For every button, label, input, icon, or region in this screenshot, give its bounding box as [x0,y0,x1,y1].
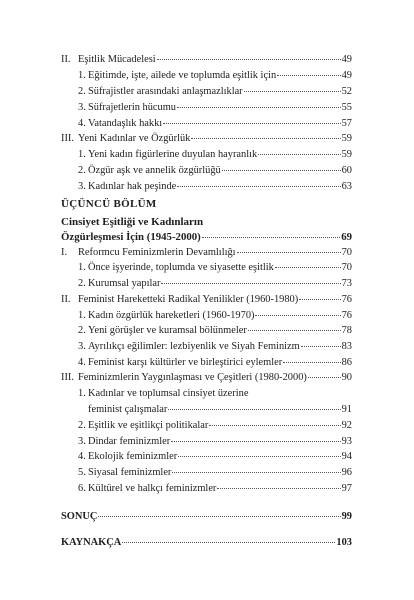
toc-number: II. [61,294,71,305]
toc-number: 1. [78,149,86,160]
toc-page-number: 69 [341,231,352,243]
dot-leader [98,516,340,517]
toc-title: Vatandaşlık hakkı [88,118,163,129]
toc-title: Kültürel ve halkçı feminizmler [88,483,217,494]
toc-page-number: 59 [341,133,352,144]
toc-page-number: 49 [341,54,352,65]
toc-entry [78,163,352,179]
toc-title: Yeni kadın figürlerine duyulan hayranlık [88,149,258,160]
toc-page-number: 83 [341,341,352,352]
toc-title: Dindar feminizmler [88,436,171,447]
dot-leader [122,542,335,543]
toc-title: Yeni görüşler ve kuramsal bölünmeler [88,325,247,336]
dot-leader [157,59,341,60]
toc-number: 4. [78,357,86,368]
toc-title: Eşitlik ve eşitlikçi politikalar [88,420,209,431]
toc-number: 6. [78,483,86,494]
toc-page-number: 70 [341,247,352,258]
dot-leader [255,315,340,316]
dot-leader [301,346,341,347]
toc-number: 2. [78,325,86,336]
toc-page-number: 52 [341,86,352,97]
toc-entry [78,100,352,116]
toc-entry [78,449,352,465]
toc-page-number: 55 [341,102,352,113]
toc-entry [78,179,352,195]
toc-entry [78,434,352,450]
toc-title: Reformcu Feminizmlerin Devamlılığı [78,247,236,258]
toc-number: 4. [78,451,86,462]
toc-page-number: 94 [341,451,352,462]
dot-leader [299,299,340,300]
dot-leader [275,267,341,268]
part-title: Cinsiyet Eşitliği ve Kadınların [61,216,204,228]
toc-number: 1. [78,262,86,273]
toc-number: 3. [78,341,86,352]
toc-entry [78,418,352,434]
toc-page-number: 93 [341,436,352,447]
toc-page-number: 76 [341,310,352,321]
dot-leader [163,123,340,124]
toc-title: Kadınlar ve toplumsal cinsiyet üzerine [88,388,249,399]
toc-number: 3. [78,436,86,447]
dot-leader [277,75,340,76]
toc-title: Eşitlik Mücadelesi [78,54,156,65]
dot-leader [217,488,340,489]
dot-leader [177,107,341,108]
toc-title: Eğitimde, işte, ailede ve toplumda eşitlik için [88,70,277,81]
toc-number: 1. [78,310,86,321]
part-title-entry [61,229,352,245]
toc-page-number: 63 [341,181,352,192]
dot-leader [161,283,340,284]
toc-entry [78,116,352,132]
toc-entry [78,68,352,84]
dot-leader [172,472,340,473]
toc-number: 2. [78,420,86,431]
toc-page-number: 99 [341,511,352,522]
toc-page-number: 49 [341,70,352,81]
dot-leader [171,441,340,442]
toc-title: Feminizmlerin Yaygınlaşması ve Çeşitleri (1980-2000) [78,372,307,383]
toc-page-number: 70 [341,262,352,273]
toc-entry [78,339,352,355]
toc-page-number: 92 [341,420,352,431]
toc-number: 5. [78,467,86,478]
toc-page-number: 59 [341,149,352,160]
toc-number: 3. [78,102,86,113]
toc-page-number: 96 [341,467,352,478]
dot-leader [222,170,341,171]
toc-entry [78,386,352,402]
toc-entry [61,52,352,68]
toc-entry [78,355,352,371]
toc-title: Süfrajistler arasındaki anlaşmazlıklar [88,86,243,97]
toc-page-number: 78 [341,325,352,336]
toc-title: Kadın özgürlük hareketleri (1960-1970) [88,310,255,321]
toc-number: I. [61,247,68,258]
dot-leader [244,91,341,92]
toc-entry [61,370,352,386]
dot-leader [258,154,340,155]
toc-title: Kurumsal yapılar [88,278,161,289]
toc-page-number: 103 [336,537,352,548]
toc-title: SONUÇ [61,511,98,522]
toc-title: Siyasal feminizmler [88,467,172,478]
dot-leader [168,409,340,410]
dot-leader [202,237,340,238]
toc-entry [78,147,352,163]
toc-number: III. [61,133,74,144]
toc-page-number: 60 [341,165,352,176]
toc-number: 1. [78,388,86,399]
toc-number: III. [61,372,74,383]
toc-entry [78,465,352,481]
toc-entry [78,276,352,292]
toc-page-number: 57 [341,118,352,129]
toc-page-number: 97 [341,483,352,494]
dot-leader [237,252,341,253]
toc-entry-continued [88,402,352,418]
toc-title: KAYNAKÇA [61,537,122,548]
toc-number: II. [61,54,71,65]
toc-page-number: 76 [341,294,352,305]
toc-title: Süfrajetlerin hücumu [88,102,177,113]
dot-leader [248,330,341,331]
toc-title: feminist çalışmalar [88,404,168,415]
dot-leader [191,138,340,139]
toc-page-number: 73 [341,278,352,289]
toc-number: 1. [78,70,86,81]
toc-entry [78,260,352,276]
toc-title: Ayrılıkçı eğilimler: lezbiyenlik ve Siyah Feminizm [88,341,300,352]
toc-number: 3. [78,181,86,192]
toc-title: Özgür aşk ve annelik özgürlüğü [88,165,221,176]
toc-title: Önce işyerinde, toplumda ve siyasette eşitlik [88,262,274,273]
toc-entry-conclusion [61,509,352,525]
toc-title: Feminist Hareketteki Radikal Yenilikler (1960-1980) [78,294,299,305]
toc-title: Kadınlar hak peşinde [88,181,177,192]
toc-title: Yeni Kadınlar ve Özgürlük [78,133,191,144]
dot-leader [178,456,340,457]
toc-entry [78,308,352,324]
part-heading: ÜÇÜNCÜ BÖLÜM [61,198,157,210]
toc-entry [61,292,352,308]
toc-entry [61,245,352,261]
toc-number: 4. [78,118,86,129]
toc-entry-bibliography [61,535,352,551]
dot-leader [177,186,340,187]
toc-number: 2. [78,165,86,176]
toc-title: Ekolojik feminizmler [88,451,178,462]
dot-leader [283,362,340,363]
toc-entry [61,131,352,147]
dot-leader [308,377,341,378]
part-title-line: Özgürleşmesi İçin (1945-2000) [61,231,201,243]
toc-entry [78,84,352,100]
toc-page-number: 86 [341,357,352,368]
toc-page-number: 91 [341,404,352,415]
toc-entry [78,323,352,339]
toc-title: Feminist karşı kültürler ve birleştirici eylemler [88,357,283,368]
dot-leader [209,425,340,426]
toc-entry [78,481,352,497]
toc-number: 2. [78,278,86,289]
toc-page-number: 90 [341,372,352,383]
toc-number: 2. [78,86,86,97]
